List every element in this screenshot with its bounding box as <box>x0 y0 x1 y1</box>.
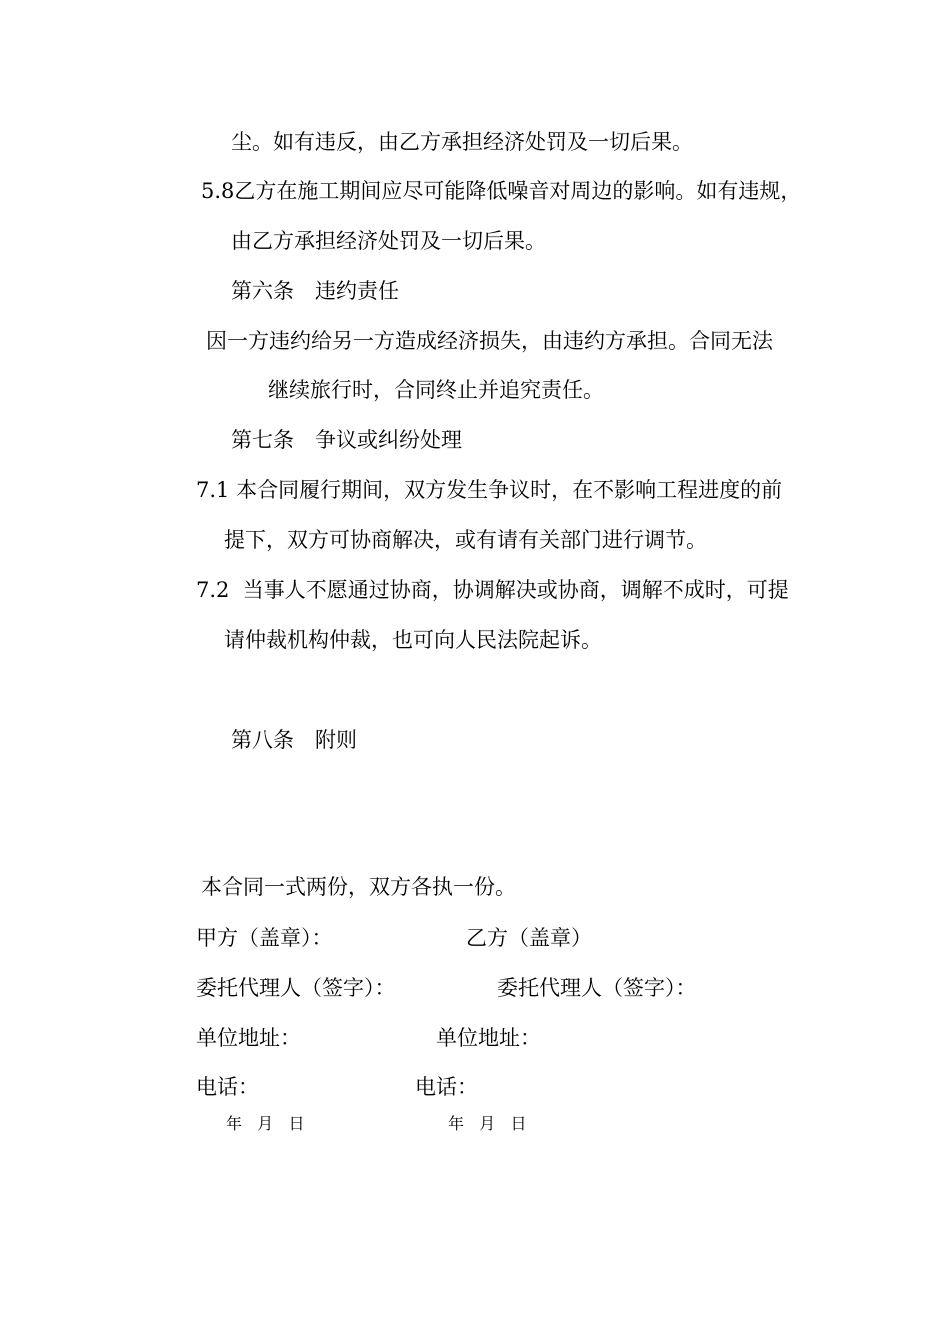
party-b-agent: 委托代理人（签字）： <box>497 976 697 1000</box>
party-b-seal: 乙方（盖章） <box>466 926 592 950</box>
article-8-heading: 第八条 附则 <box>231 728 357 752</box>
party-a-phone: 电话： <box>196 1075 259 1099</box>
clause-5-8-cont: 由乙方承担经济处罚及一切后果。 <box>231 229 546 253</box>
copies-statement: 本合同一式两份，双方各执一份。 <box>201 875 516 899</box>
article-6-text: 因一方违约给另一方造成经济损失，由违约方承担。合同无法 <box>206 329 773 353</box>
party-b-address: 单位地址： <box>436 1026 541 1050</box>
article-6-heading: 第六条 违约责任 <box>231 279 399 303</box>
clause-7-1: 7.1 本合同履行期间，双方发生争议时，在不影响工程进度的前 <box>196 478 783 502</box>
article-7-heading: 第七条 争议或纠纷处理 <box>231 428 462 452</box>
party-a-address: 单位地址： <box>196 1026 301 1050</box>
party-b-phone: 电话： <box>415 1075 478 1099</box>
party-a-agent: 委托代理人（签字）： <box>196 976 396 1000</box>
clause-5-8: 5.8乙方在施工期间应尽可能降低噪音对周边的影响。如有违规， <box>201 179 802 203</box>
clause-7-2: 7.2 当事人不愿通过协商，协调解决或协商，调解不成时，可提 <box>196 578 789 602</box>
article-6-text-cont: 继续旅行时，合同终止并追究责任。 <box>268 378 604 402</box>
paragraph-text: 尘。如有违反，由乙方承担经济处罚及一切后果。 <box>231 130 693 154</box>
clause-7-2-cont: 请仲裁机构仲裁，也可向人民法院起诉。 <box>224 628 602 652</box>
party-a-date: 年 月 日 <box>226 1114 305 1133</box>
party-a-seal: 甲方（盖章）： <box>196 926 333 950</box>
clause-7-1-cont: 提下，双方可协商解决，或有请有关部门进行调节。 <box>224 528 707 552</box>
party-b-date: 年 月 日 <box>448 1114 527 1133</box>
